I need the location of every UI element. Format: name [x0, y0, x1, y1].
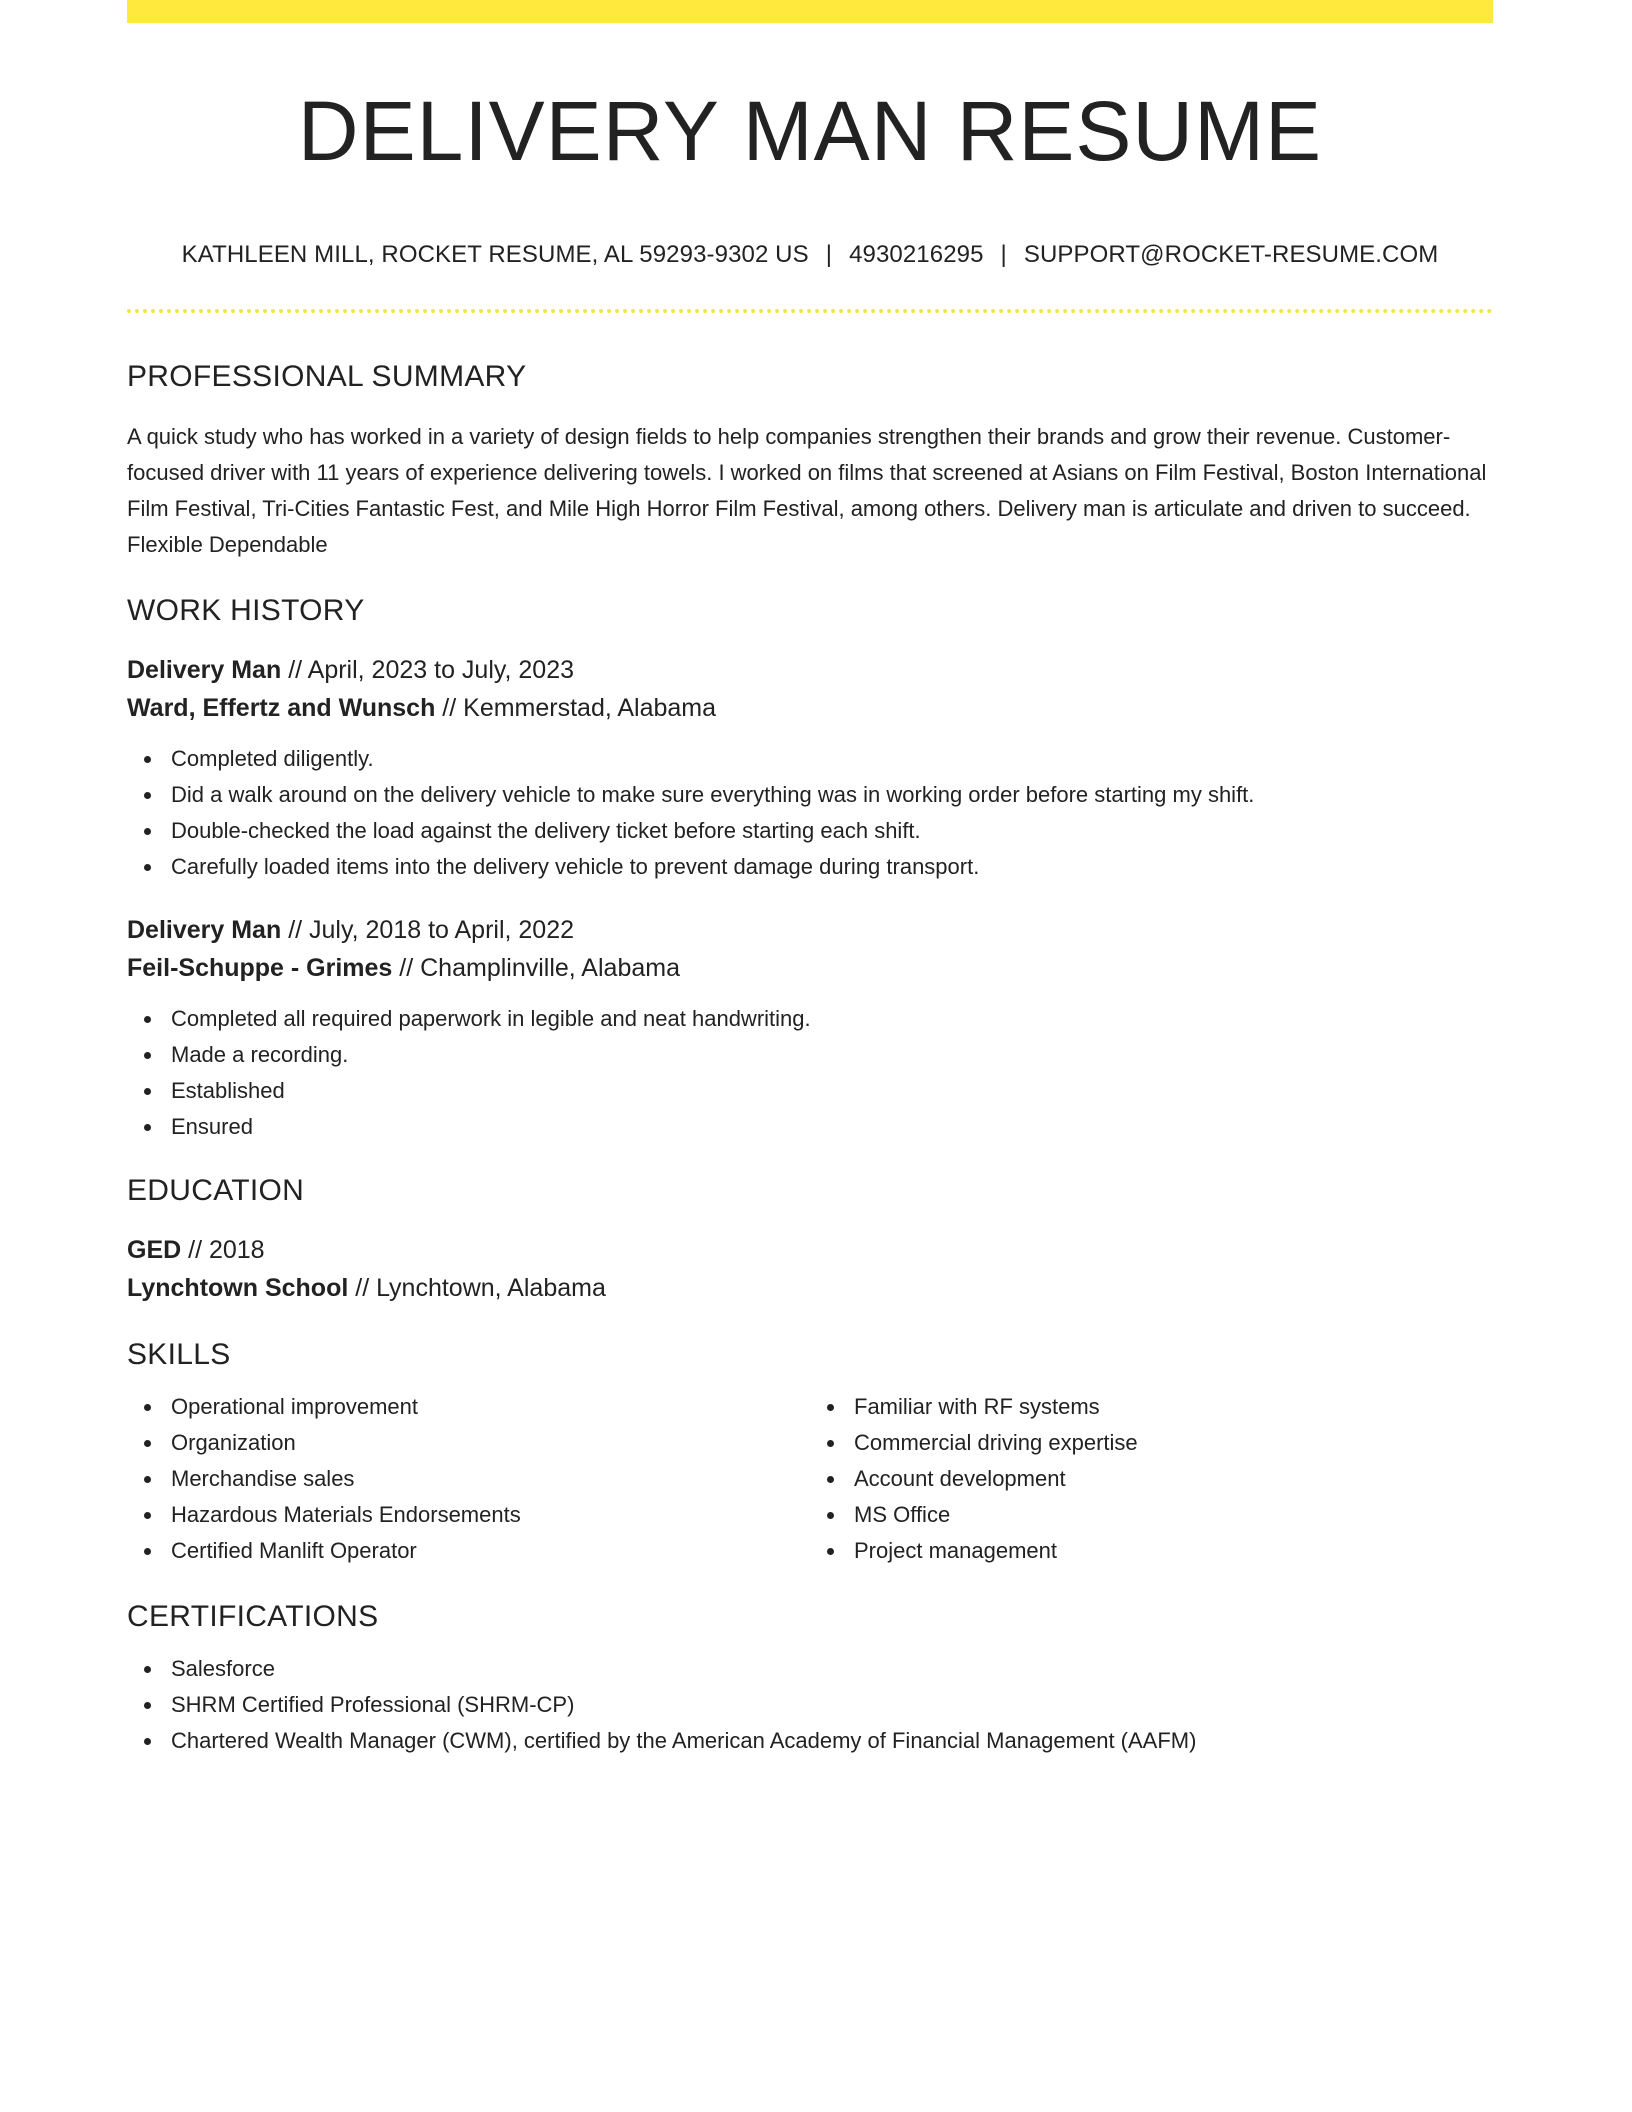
list-item: SHRM Certified Professional (SHRM-CP) [171, 1687, 1493, 1723]
degree-year: // 2018 [181, 1235, 265, 1264]
list-item: Did a walk around on the delivery vehicle to make sure everything was in working order before starting my shift. [171, 777, 1493, 813]
job-company: Ward, Effertz and Wunsch [127, 693, 436, 722]
list-item: Chartered Wealth Manager (CWM), certified by the American Academy of Financial Management (AAFM) [171, 1723, 1493, 1759]
skills-columns [127, 1389, 1493, 1569]
summary-heading: PROFESSIONAL SUMMARY [127, 359, 527, 393]
job-title: Delivery Man [127, 915, 282, 944]
school-line [127, 1269, 1493, 1307]
job-title-line [127, 651, 1493, 689]
contact-address: KATHLEEN MILL, ROCKET RESUME, AL 59293-9302 US [181, 241, 809, 269]
skills-left-list [127, 1389, 810, 1569]
job-location: // Kemmerstad, Alabama [435, 693, 717, 722]
list-item: Established [171, 1073, 1493, 1109]
list-item: Organization [171, 1425, 810, 1461]
education-entry [127, 1231, 1493, 1307]
skills-heading: SKILLS [127, 1337, 231, 1371]
accent-bar [127, 0, 1493, 23]
job-bullets [127, 741, 1493, 885]
job-entry [127, 651, 1493, 885]
job-title: Delivery Man [127, 655, 282, 684]
job-company: Feil-Schuppe - Grimes [127, 953, 393, 982]
list-item: Completed all required paperwork in legible and neat handwriting. [171, 1001, 1493, 1037]
job-dates: // April, 2023 to July, 2023 [281, 655, 575, 684]
certifications-heading: CERTIFICATIONS [127, 1599, 379, 1633]
job-bullets [127, 1001, 1493, 1145]
skills-right-list [810, 1389, 1493, 1569]
list-item: Double-checked the load against the delivery ticket before starting each shift. [171, 813, 1493, 849]
job-company-line [127, 689, 1493, 727]
contact-separator: | [1000, 241, 1007, 269]
degree: GED [127, 1235, 182, 1264]
resume-page [127, 0, 1493, 1759]
list-item: Familiar with RF systems [854, 1389, 1493, 1425]
list-item: Project management [854, 1533, 1493, 1569]
education-heading: EDUCATION [127, 1173, 305, 1207]
list-item: Commercial driving expertise [854, 1425, 1493, 1461]
list-item: Ensured [171, 1109, 1493, 1145]
list-item: MS Office [854, 1497, 1493, 1533]
certifications-section [127, 1651, 1493, 1759]
list-item: Hazardous Materials Endorsements [171, 1497, 810, 1533]
degree-line [127, 1231, 1493, 1269]
contact-line [127, 239, 1493, 270]
list-item: Merchandise sales [171, 1461, 810, 1497]
job-dates: // July, 2018 to April, 2022 [281, 915, 575, 944]
job-entry [127, 911, 1493, 1145]
list-item: Completed diligently. [171, 741, 1493, 777]
school-name: Lynchtown School [127, 1273, 349, 1302]
work-history-heading: WORK HISTORY [127, 593, 365, 627]
list-item: Operational improvement [171, 1389, 810, 1425]
contact-separator: | [825, 241, 833, 269]
dotted-divider [127, 309, 1493, 313]
resume-title: DELIVERY MAN RESUME [297, 84, 1323, 178]
certifications-list [127, 1651, 1493, 1759]
contact-email[interactable]: SUPPORT@ROCKET-RESUME.COM [1023, 241, 1439, 269]
list-item: Salesforce [171, 1651, 1493, 1687]
job-location: // Champlinville, Alabama [392, 953, 680, 982]
summary-text: A quick study who has worked in a variety of design fields to help companies strengthen their brands and grow their revenue. Customer-focused driver with 11 years of experience delivering towels. I worked on films that screened at Asians on Film Festival, Boston International Film Festival, Tri-Cities Fantastic Fest, and Mile High Horror Film Festival, among others. Delivery man is articulate and driven to succeed. Flexible Dependable [127, 423, 1487, 557]
list-item: Carefully loaded items into the delivery vehicle to prevent damage during transport. [171, 849, 1493, 885]
list-item: Certified Manlift Operator [171, 1533, 810, 1569]
list-item: Account development [854, 1461, 1493, 1497]
school-location: // Lynchtown, Alabama [348, 1273, 606, 1302]
job-company-line [127, 949, 1493, 987]
job-title-line [127, 911, 1493, 949]
contact-phone: 4930216295 [849, 241, 984, 269]
list-item: Made a recording. [171, 1037, 1493, 1073]
